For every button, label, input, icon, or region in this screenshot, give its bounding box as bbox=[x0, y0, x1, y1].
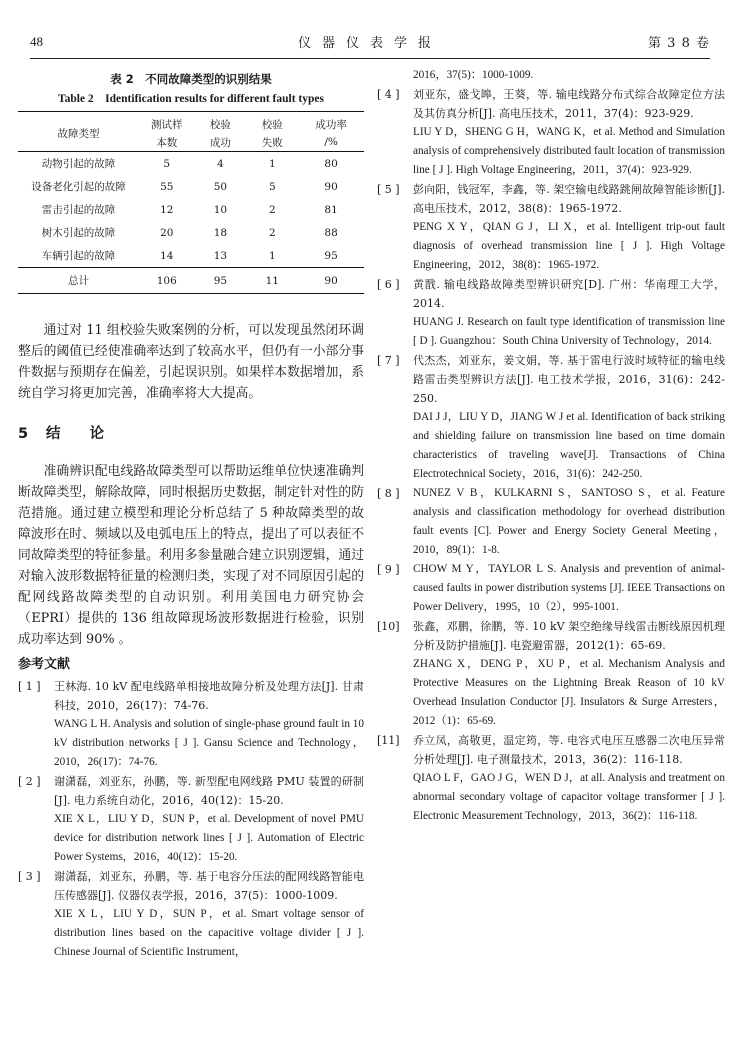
reference-item bbox=[377, 180, 725, 275]
reference-text: WANG L H. Analysis and solution of single-phase ground fault in 10 kV distribution networks [ J ]. Gansu Science and Technology，2010，26(17)：74-76. bbox=[54, 718, 364, 768]
table-cell: 雷击引起的故障 bbox=[41, 204, 116, 216]
reference-text: 黄戬. 输电线路故障类型辨识研究[D]. 广州：华南理工大学，2014. bbox=[413, 278, 725, 310]
table-row bbox=[18, 152, 364, 176]
table-cell: 2 bbox=[268, 203, 276, 216]
reference-number: [ 1 ] bbox=[18, 680, 41, 693]
table-cell: 81 bbox=[324, 203, 338, 216]
reference-item bbox=[377, 731, 725, 826]
table-title-cn: 表 2 不同故障类型的识别结果 bbox=[110, 72, 272, 86]
right-column bbox=[377, 66, 725, 826]
reference-number: [10] bbox=[377, 620, 400, 633]
table-cell: 5 bbox=[268, 180, 276, 193]
reference-text: QIAO L F，GAO J G，WEN D J，at all. Analysis and treatment on abnormal secondary voltage of capacitor voltage transformer [ J ]. Electronic Measurement Technology，2013，36(2)：116-118. bbox=[413, 772, 725, 822]
column-header: 校验 bbox=[246, 112, 298, 134]
reference-number: [ 8 ] bbox=[377, 487, 400, 500]
table-cell: 1 bbox=[268, 249, 276, 262]
table-cell: 90 bbox=[324, 180, 338, 193]
reference-list bbox=[377, 66, 725, 826]
section-title: 结 论 bbox=[46, 426, 104, 442]
reference-text: PENG X Y，QIAN G J，LI X，et al. Intelligent trip-out fault diagnosis of overhead transmission line [ J ]. High Voltage Engineering，2012，38(8)：1965-1972. bbox=[413, 221, 725, 271]
column-header-sub: /% bbox=[298, 133, 364, 152]
reference-text: XIE X L，LIU Y D，SUN P，et al. Development of novel PMU device for distribution network lines [ J ]. Automation of Electric Power Systems，2016，40(12)：15-20. bbox=[54, 813, 364, 863]
reference-item bbox=[18, 772, 364, 867]
column-header: 测试样 bbox=[139, 112, 194, 134]
table-total-row bbox=[18, 268, 364, 294]
reference-text: 王林海. 10 kV 配电线路单相接地故障分析及处理方法[J]. 甘肃科技，2010，26(17)：74-76. bbox=[54, 680, 364, 712]
table-cell: 2 bbox=[268, 226, 276, 239]
references-heading: 参考文献 bbox=[18, 657, 71, 672]
reference-text: 2016，37(5)：1000-1009. bbox=[413, 69, 534, 81]
table-cell: 10 bbox=[213, 203, 228, 216]
table-cell: 55 bbox=[160, 180, 174, 193]
volume-label: 第 3 8 卷 bbox=[648, 36, 710, 51]
table-row bbox=[18, 221, 364, 244]
running-header bbox=[30, 30, 710, 52]
reference-text: 谢潇磊，刘亚东，孙鹏，等. 基于电容分压法的配网线路智能电压传感器[J]. 仪器仪表学报，2016，37(5)：1000-1009. bbox=[54, 870, 364, 902]
reference-item bbox=[377, 617, 725, 731]
column-header: 成功率 bbox=[298, 112, 364, 134]
reference-text: 张鑫，邓鹏，徐鹏，等. 10 kV 架空绝缘导线雷击断线原因机理分析及防护措施[J]. 电瓷避雷器，2012(1)：65-69. bbox=[413, 620, 725, 652]
results-table bbox=[18, 111, 364, 294]
reference-item bbox=[377, 85, 725, 180]
page-number: 48 bbox=[30, 34, 43, 49]
column-header: 校验 bbox=[194, 112, 246, 134]
table-cell: 12 bbox=[160, 203, 174, 216]
journal-name: 仪器仪表学报 bbox=[297, 36, 442, 51]
reference-text: 刘亚东，盛戈皞，王葵，等. 输电线路分布式综合故障定位方法及其仿真分析[J]. 高电压技术，2011，37(4)：923-929. bbox=[413, 88, 725, 120]
table-cell: 14 bbox=[160, 249, 174, 262]
reference-number: [ 6 ] bbox=[377, 278, 400, 291]
table-cell: 设备老化引起的故障 bbox=[31, 181, 126, 193]
reference-item bbox=[18, 677, 364, 772]
table-cell: 动物引起的故障 bbox=[41, 158, 116, 170]
reference-number: [ 5 ] bbox=[377, 183, 400, 196]
table-cell: 80 bbox=[324, 157, 338, 170]
table-cell: 1 bbox=[268, 157, 276, 170]
reference-item bbox=[377, 484, 725, 560]
table-title-en: Table 2 Identification results for different fault types bbox=[58, 93, 324, 105]
reference-text: XIE X L，LIU Y D，SUN P，et al. Smart voltage sensor of distribution lines based on the capacitive voltage divider [ J ]. Chinese Journal of Scientific Instrument， bbox=[54, 908, 364, 958]
body-paragraph: 准确辨识配电线路故障类型可以帮助运维单位快速准确判断故障类型，解除故障，同时根据历史数据，制定针对性的防范措施。通过建立模型和理论分析总结了 5 种故障类型的故障波形在时、频域以及电弧电压上的特点，提出了可以表征不同故障类型的特征参量。利用多参量融合建立识别逻辑，通过对输入波形数据特征量的检测归类，实现了对不同原因引起的配网线路故障类型的自动识别。利用美国电力研究协会（EPRI）提供的 136 组故障现场波形数据进行检验，识别成功率达到 90% 。 bbox=[18, 464, 364, 647]
reference-number: [ 4 ] bbox=[377, 88, 400, 101]
column-header-sub: 本数 bbox=[139, 133, 194, 152]
table-cell: 90 bbox=[298, 268, 364, 294]
reference-number: [ 3 ] bbox=[18, 870, 41, 883]
reference-item bbox=[377, 560, 725, 617]
table-cell: 18 bbox=[213, 226, 228, 239]
table-cell: 车辆引起的故障 bbox=[41, 250, 116, 262]
body-paragraph: 通过对 11 组校验失败案例的分析，可以发现虽然闭环调整后的阈值已经使准确率达到了较高水平，但仍有一小部分事件数据与预期存在偏差，引起误识别。如果样本数据增加，系统自学习将更加完善，准确率将大大提高。 bbox=[18, 323, 364, 401]
table-cell: 20 bbox=[160, 226, 174, 239]
reference-list bbox=[18, 677, 364, 962]
table-cell: 106 bbox=[139, 268, 194, 294]
reference-text: 谢潇磊，刘亚东，孙鹏，等. 新型配电网线路 PMU 装置的研制[J]. 电力系统自动化，2016，40(12)：15-20. bbox=[54, 775, 364, 807]
reference-item bbox=[377, 351, 725, 484]
reference-number: [ 9 ] bbox=[377, 563, 400, 576]
table-cell: 50 bbox=[213, 180, 228, 193]
table-cell: 95 bbox=[194, 268, 246, 294]
column-header-sub: 成功 bbox=[194, 133, 246, 152]
reference-item bbox=[377, 275, 725, 351]
reference-item bbox=[377, 66, 725, 85]
table-cell: 13 bbox=[213, 249, 228, 262]
table-row bbox=[18, 198, 364, 221]
table-row bbox=[18, 175, 364, 198]
table-cell: 88 bbox=[324, 226, 338, 239]
column-header: 故障类型 bbox=[18, 112, 139, 152]
reference-text: ZHANG X，DENG P，XU P，et al. Mechanism Analysis and Protective Measures on the Lightning Break Reason of 10 kV Overhead Insulation Conductor [J]. Insulators & Surge Arresters，2012（1)：65-69. bbox=[413, 658, 725, 727]
table-cell: 4 bbox=[217, 157, 224, 170]
table-cell: 5 bbox=[163, 157, 171, 170]
reference-number: [ 2 ] bbox=[18, 775, 41, 788]
left-column bbox=[18, 66, 364, 962]
reference-text: CHOW M Y，TAYLOR L S. Analysis and prevention of animal-caused faults in power distribution systems [J]. IEEE Transactions on Power Delivery，1995，10（2），995-1001. bbox=[413, 563, 725, 613]
reference-number: [11] bbox=[377, 734, 400, 747]
column-header-sub: 失败 bbox=[246, 133, 298, 152]
reference-text: 乔立凤，高敬更，温定筠，等. 电容式电压互感器二次电压异常分析处理[J]. 电子测量技术，2013，36(2)：116-118. bbox=[413, 734, 725, 766]
table-cell: 总计 bbox=[18, 268, 139, 294]
reference-item bbox=[18, 867, 364, 962]
table-cell: 95 bbox=[324, 249, 338, 262]
table-cell: 树木引起的故障 bbox=[41, 227, 116, 239]
table-row bbox=[18, 244, 364, 268]
reference-text: DAI J J，LIU Y D，JIANG W J et al. Identification of back striking and shielding failure on transmission line based on time domain characteristics of traveling wave[J]. Transactions of China Electrotechnical Society，2016，31(6)：242-250. bbox=[413, 411, 725, 480]
header-rule bbox=[30, 58, 710, 59]
table-cell: 11 bbox=[246, 268, 298, 294]
reference-text: HUANG J. Research on fault type identification of transmission line [ D ]. Guangzhou：South China University of Technology，2014. bbox=[413, 316, 725, 347]
section-heading bbox=[18, 419, 364, 449]
reference-text: LIU Y D，SHENG G H，WANG K，et al. Method and Simulation analysis of comprehensively distributed fault location of transmission line [ J ]. High Voltage Engineering，2011，37(4)：923-929. bbox=[413, 126, 725, 176]
reference-number: [ 7 ] bbox=[377, 354, 400, 367]
section-number: 5 bbox=[18, 426, 29, 442]
reference-text: 彭向阳，钱冠军，李鑫，等. 架空输电线路跳闸故障智能诊断[J]. 高电压技术，2012，38(8)：1965-1972. bbox=[413, 183, 725, 215]
reference-text: 代杰杰，刘亚东，姜文娟，等. 基于雷电行波时域特征的输电线路雷击类型辨识方法[J]. 电工技术学报，2016，31(6)：242-250. bbox=[413, 354, 725, 405]
reference-text: NUNEZ V B，KULKARNI S，SANTOSO S，et al. Feature analysis and classification methodology for overhead distribution fault events [C]. Power and Energy Society General Meeting，2010，89(1)：1-8. bbox=[413, 487, 725, 556]
